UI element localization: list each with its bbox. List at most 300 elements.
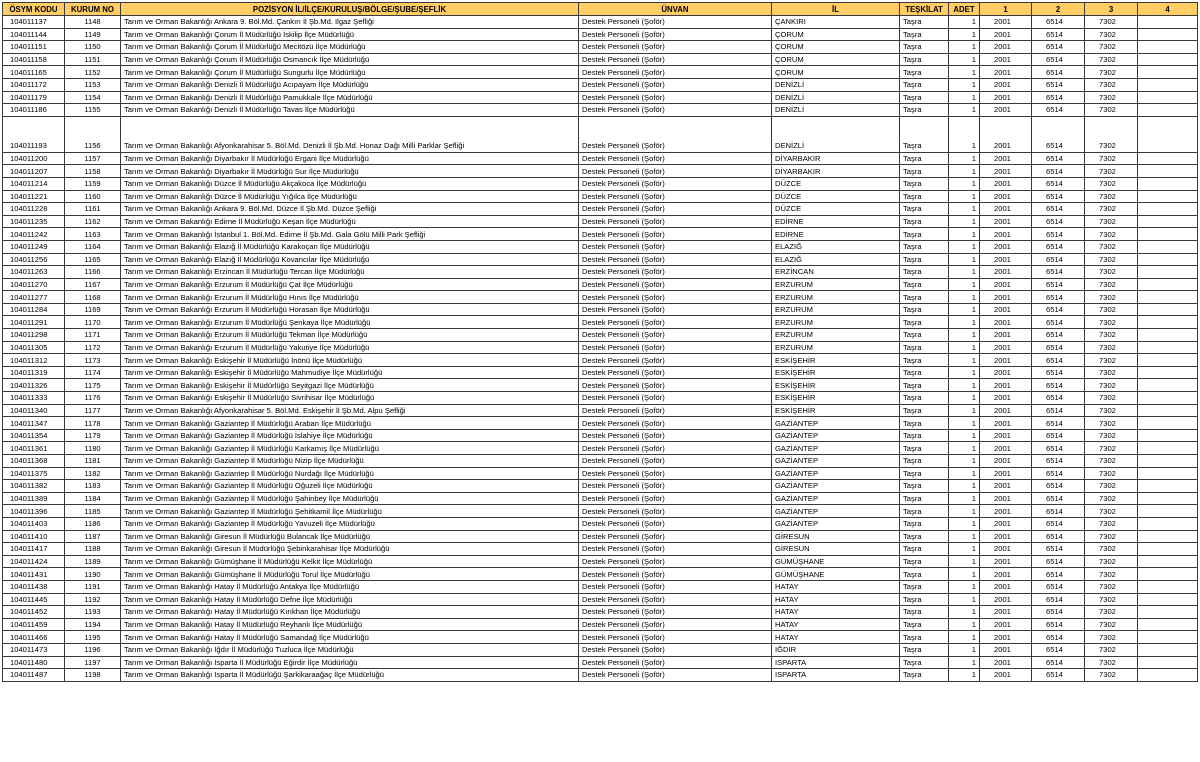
cell-il[interactable]: EDİRNE	[772, 228, 900, 241]
cell-col-1[interactable]: 2001	[980, 190, 1032, 203]
cell-kurum-no[interactable]: 1194	[65, 618, 121, 631]
cell-kurum-no[interactable]: 1178	[65, 417, 121, 430]
cell-col-2[interactable]: 6514	[1032, 517, 1085, 530]
cell-col-4[interactable]	[1138, 329, 1198, 342]
cell-osym-kodu[interactable]: 104011151	[3, 41, 65, 54]
cell-kurum-no[interactable]: 1175	[65, 379, 121, 392]
cell-kurum-no[interactable]: 1190	[65, 568, 121, 581]
cell-adet[interactable]: 1	[949, 555, 980, 568]
cell-adet[interactable]: 1	[949, 278, 980, 291]
cell-col-1[interactable]: 2001	[980, 228, 1032, 241]
cell-teskilat[interactable]: Taşra	[900, 631, 949, 644]
cell-kurum-no[interactable]: 1173	[65, 354, 121, 367]
cell-unvan[interactable]: Destek Personeli (Şoför)	[579, 104, 772, 117]
cell-col-3[interactable]: 7302	[1085, 580, 1138, 593]
cell-teskilat[interactable]: Taşra	[900, 240, 949, 253]
cell-col-1[interactable]: 2001	[980, 543, 1032, 556]
cell-teskilat[interactable]: Taşra	[900, 78, 949, 91]
cell-adet[interactable]: 1	[949, 215, 980, 228]
cell-teskilat[interactable]: Taşra	[900, 467, 949, 480]
cell-il[interactable]: ESKİŞEHİR	[772, 379, 900, 392]
cell-unvan[interactable]: Destek Personeli (Şoför)	[579, 291, 772, 304]
cell-teskilat[interactable]: Taşra	[900, 165, 949, 178]
cell-teskilat[interactable]: Taşra	[900, 303, 949, 316]
cell-osym-kodu[interactable]: 104011473	[3, 643, 65, 656]
cell-pozisyon[interactable]: Tarım ve Orman Bakanlığı Hatay İl Müdürlüğü Antakya İlçe Müdürlüğü	[121, 580, 579, 593]
cell-il[interactable]: DENİZLİ	[772, 116, 900, 152]
cell-adet[interactable]: 1	[949, 66, 980, 79]
cell-il[interactable]: DENİZLİ	[772, 91, 900, 104]
cell-col-3[interactable]: 7302	[1085, 291, 1138, 304]
cell-col-2[interactable]: 6514	[1032, 240, 1085, 253]
cell-teskilat[interactable]: Taşra	[900, 530, 949, 543]
cell-kurum-no[interactable]: 1156	[65, 116, 121, 152]
cell-osym-kodu[interactable]: 104011382	[3, 480, 65, 493]
cell-col-1[interactable]: 2001	[980, 530, 1032, 543]
cell-col-2[interactable]: 6514	[1032, 593, 1085, 606]
cell-col-1[interactable]: 2001	[980, 329, 1032, 342]
cell-kurum-no[interactable]: 1182	[65, 467, 121, 480]
cell-osym-kodu[interactable]: 104011396	[3, 505, 65, 518]
cell-teskilat[interactable]: Taşra	[900, 366, 949, 379]
cell-pozisyon[interactable]: Tarım ve Orman Bakanlığı Giresun İl Müdürlüğü Bulancak İlçe Müdürlüğü	[121, 530, 579, 543]
cell-col-3[interactable]: 7302	[1085, 228, 1138, 241]
cell-unvan[interactable]: Destek Personeli (Şoför)	[579, 669, 772, 682]
cell-pozisyon[interactable]: Tarım ve Orman Bakanlığı Hatay İl Müdürlüğü Reyhanlı İlçe Müdürlüğü	[121, 618, 579, 631]
cell-pozisyon[interactable]: Tarım ve Orman Bakanlığı Gümüşhane İl Müdürlüğü Torul İlçe Müdürlüğü	[121, 568, 579, 581]
cell-osym-kodu[interactable]: 104011137	[3, 16, 65, 29]
cell-col-1[interactable]: 2001	[980, 316, 1032, 329]
cell-adet[interactable]: 1	[949, 91, 980, 104]
cell-kurum-no[interactable]: 1167	[65, 278, 121, 291]
cell-kurum-no[interactable]: 1188	[65, 543, 121, 556]
cell-col-1[interactable]: 2001	[980, 455, 1032, 468]
cell-adet[interactable]: 1	[949, 341, 980, 354]
cell-col-3[interactable]: 7302	[1085, 606, 1138, 619]
cell-col-4[interactable]	[1138, 593, 1198, 606]
cell-col-4[interactable]	[1138, 631, 1198, 644]
cell-unvan[interactable]: Destek Personeli (Şoför)	[579, 66, 772, 79]
cell-col-1[interactable]: 2001	[980, 91, 1032, 104]
cell-pozisyon[interactable]: Tarım ve Orman Bakanlığı Edirne İl Müdürlüğü Keşan İlçe Müdürlüğü	[121, 215, 579, 228]
cell-teskilat[interactable]: Taşra	[900, 568, 949, 581]
cell-pozisyon[interactable]: Tarım ve Orman Bakanlığı İstanbul 1. Böl.Md. Edirne İl Şb.Md. Gala Gölü Milli Park Şefliği	[121, 228, 579, 241]
cell-il[interactable]: HATAY	[772, 618, 900, 631]
cell-col-2[interactable]: 6514	[1032, 66, 1085, 79]
cell-col-2[interactable]: 6514	[1032, 104, 1085, 117]
cell-il[interactable]: GİRESUN	[772, 543, 900, 556]
cell-col-2[interactable]: 6514	[1032, 203, 1085, 216]
cell-unvan[interactable]: Destek Personeli (Şoför)	[579, 618, 772, 631]
cell-col-4[interactable]	[1138, 643, 1198, 656]
cell-teskilat[interactable]: Taşra	[900, 152, 949, 165]
cell-col-3[interactable]: 7302	[1085, 392, 1138, 405]
cell-il[interactable]: DÜZCE	[772, 177, 900, 190]
cell-teskilat[interactable]: Taşra	[900, 177, 949, 190]
cell-col-4[interactable]	[1138, 656, 1198, 669]
cell-il[interactable]: ÇORUM	[772, 28, 900, 41]
cell-col-3[interactable]: 7302	[1085, 593, 1138, 606]
cell-col-4[interactable]	[1138, 291, 1198, 304]
cell-kurum-no[interactable]: 1181	[65, 455, 121, 468]
cell-col-4[interactable]	[1138, 78, 1198, 91]
cell-teskilat[interactable]: Taşra	[900, 104, 949, 117]
cell-adet[interactable]: 1	[949, 480, 980, 493]
cell-col-1[interactable]: 2001	[980, 366, 1032, 379]
cell-il[interactable]: DÜZCE	[772, 203, 900, 216]
cell-col-2[interactable]: 6514	[1032, 480, 1085, 493]
cell-il[interactable]: GAZİANTEP	[772, 467, 900, 480]
cell-col-3[interactable]: 7302	[1085, 203, 1138, 216]
cell-col-1[interactable]: 2001	[980, 165, 1032, 178]
cell-col-4[interactable]	[1138, 480, 1198, 493]
cell-col-3[interactable]: 7302	[1085, 543, 1138, 556]
cell-col-1[interactable]: 2001	[980, 177, 1032, 190]
cell-adet[interactable]: 1	[949, 593, 980, 606]
cell-il[interactable]: ESKİŞEHİR	[772, 354, 900, 367]
cell-col-3[interactable]: 7302	[1085, 16, 1138, 29]
cell-col-1[interactable]: 2001	[980, 354, 1032, 367]
header-col-4[interactable]: 4	[1138, 3, 1198, 16]
cell-col-4[interactable]	[1138, 66, 1198, 79]
cell-col-4[interactable]	[1138, 442, 1198, 455]
cell-unvan[interactable]: Destek Personeli (Şoför)	[579, 517, 772, 530]
cell-unvan[interactable]: Destek Personeli (Şoför)	[579, 480, 772, 493]
cell-pozisyon[interactable]: Tarım ve Orman Bakanlığı Afyonkarahisar 5. Böl.Md. Denizli İl Şb.Md. Honaz Dağı Milli Parklar Şefliği	[121, 116, 579, 152]
cell-teskilat[interactable]: Taşra	[900, 341, 949, 354]
cell-col-1[interactable]: 2001	[980, 341, 1032, 354]
cell-teskilat[interactable]: Taşra	[900, 480, 949, 493]
cell-col-1[interactable]: 2001	[980, 568, 1032, 581]
cell-il[interactable]: HATAY	[772, 580, 900, 593]
cell-teskilat[interactable]: Taşra	[900, 253, 949, 266]
cell-col-2[interactable]: 6514	[1032, 618, 1085, 631]
cell-col-4[interactable]	[1138, 543, 1198, 556]
cell-teskilat[interactable]: Taşra	[900, 580, 949, 593]
cell-osym-kodu[interactable]: 104011466	[3, 631, 65, 644]
cell-col-4[interactable]	[1138, 28, 1198, 41]
cell-osym-kodu[interactable]: 104011361	[3, 442, 65, 455]
cell-col-2[interactable]: 6514	[1032, 266, 1085, 279]
cell-kurum-no[interactable]: 1164	[65, 240, 121, 253]
cell-pozisyon[interactable]: Tarım ve Orman Bakanlığı Erzurum İl Müdürlüğü Hınıs İlçe Müdürlüğü	[121, 291, 579, 304]
cell-pozisyon[interactable]: Tarım ve Orman Bakanlığı Hatay İl Müdürlüğü Kırıkhan İlçe Müdürlüğü	[121, 606, 579, 619]
cell-pozisyon[interactable]: Tarım ve Orman Bakanlığı Ankara 9. Böl.Md. Çankırı İl Şb.Md. Ilgaz Şefliği	[121, 16, 579, 29]
cell-col-2[interactable]: 6514	[1032, 580, 1085, 593]
cell-pozisyon[interactable]: Tarım ve Orman Bakanlığı Gaziantep İl Müdürlüğü Araban İlçe Müdürlüğü	[121, 417, 579, 430]
cell-col-2[interactable]: 6514	[1032, 152, 1085, 165]
cell-osym-kodu[interactable]: 104011186	[3, 104, 65, 117]
cell-teskilat[interactable]: Taşra	[900, 643, 949, 656]
cell-il[interactable]: ERZURUM	[772, 316, 900, 329]
cell-col-3[interactable]: 7302	[1085, 517, 1138, 530]
cell-col-1[interactable]: 2001	[980, 517, 1032, 530]
cell-col-1[interactable]: 2001	[980, 379, 1032, 392]
cell-unvan[interactable]: Destek Personeli (Şoför)	[579, 429, 772, 442]
cell-col-4[interactable]	[1138, 190, 1198, 203]
cell-teskilat[interactable]: Taşra	[900, 442, 949, 455]
cell-il[interactable]: ERZİNCAN	[772, 266, 900, 279]
cell-il[interactable]: GAZİANTEP	[772, 517, 900, 530]
cell-pozisyon[interactable]: Tarım ve Orman Bakanlığı Eskişehir İl Müdürlüğü Seyitgazi İlçe Müdürlüğü	[121, 379, 579, 392]
cell-pozisyon[interactable]: Tarım ve Orman Bakanlığı Erzurum İl Müdürlüğü Yakutiye İlçe Müdürlüğü	[121, 341, 579, 354]
cell-col-3[interactable]: 7302	[1085, 91, 1138, 104]
cell-il[interactable]: GİRESUN	[772, 530, 900, 543]
cell-col-2[interactable]: 6514	[1032, 543, 1085, 556]
cell-osym-kodu[interactable]: 104011354	[3, 429, 65, 442]
cell-col-1[interactable]: 2001	[980, 28, 1032, 41]
cell-kurum-no[interactable]: 1198	[65, 669, 121, 682]
cell-pozisyon[interactable]: Tarım ve Orman Bakanlığı Elazığ İl Müdürlüğü Kovancılar İlçe Müdürlüğü	[121, 253, 579, 266]
cell-il[interactable]: GAZİANTEP	[772, 442, 900, 455]
cell-il[interactable]: DİYARBAKIR	[772, 152, 900, 165]
cell-teskilat[interactable]: Taşra	[900, 53, 949, 66]
cell-osym-kodu[interactable]: 104011158	[3, 53, 65, 66]
cell-pozisyon[interactable]: Tarım ve Orman Bakanlığı Erzurum İl Müdürlüğü Şenkaya İlçe Müdürlüğü	[121, 316, 579, 329]
cell-il[interactable]: DÜZCE	[772, 190, 900, 203]
cell-col-3[interactable]: 7302	[1085, 316, 1138, 329]
cell-unvan[interactable]: Destek Personeli (Şoför)	[579, 467, 772, 480]
cell-col-2[interactable]: 6514	[1032, 78, 1085, 91]
cell-adet[interactable]: 1	[949, 53, 980, 66]
cell-osym-kodu[interactable]: 104011431	[3, 568, 65, 581]
cell-pozisyon[interactable]: Tarım ve Orman Bakanlığı Gaziantep İl Müdürlüğü Şahinbey İlçe Müdürlüğü	[121, 492, 579, 505]
cell-il[interactable]: GAZİANTEP	[772, 492, 900, 505]
cell-col-4[interactable]	[1138, 669, 1198, 682]
cell-col-2[interactable]: 6514	[1032, 354, 1085, 367]
cell-il[interactable]: ÇORUM	[772, 53, 900, 66]
cell-col-1[interactable]: 2001	[980, 240, 1032, 253]
cell-col-2[interactable]: 6514	[1032, 555, 1085, 568]
cell-adet[interactable]: 1	[949, 656, 980, 669]
cell-pozisyon[interactable]: Tarım ve Orman Bakanlığı Diyarbakır İl Müdürlüğü Sur İlçe Müdürlüğü	[121, 165, 579, 178]
cell-osym-kodu[interactable]: 104011291	[3, 316, 65, 329]
cell-teskilat[interactable]: Taşra	[900, 505, 949, 518]
header-unvan[interactable]: ÜNVAN	[579, 3, 772, 16]
cell-kurum-no[interactable]: 1152	[65, 66, 121, 79]
cell-unvan[interactable]: Destek Personeli (Şoför)	[579, 266, 772, 279]
cell-pozisyon[interactable]: Tarım ve Orman Bakanlığı Iğdır İl Müdürlüğü Tuzluca İlçe Müdürlüğü	[121, 643, 579, 656]
cell-col-4[interactable]	[1138, 606, 1198, 619]
cell-unvan[interactable]: Destek Personeli (Şoför)	[579, 228, 772, 241]
cell-kurum-no[interactable]: 1193	[65, 606, 121, 619]
cell-pozisyon[interactable]: Tarım ve Orman Bakanlığı Erzincan İl Müdürlüğü Tercan İlçe Müdürlüğü	[121, 266, 579, 279]
cell-teskilat[interactable]: Taşra	[900, 417, 949, 430]
cell-col-2[interactable]: 6514	[1032, 568, 1085, 581]
cell-kurum-no[interactable]: 1168	[65, 291, 121, 304]
cell-adet[interactable]: 1	[949, 354, 980, 367]
header-pozisyon[interactable]: POZİSYON İL/İLÇE/KURULUŞ/BÖLGE/ŞUBE/ŞEFLİK	[121, 3, 579, 16]
cell-col-2[interactable]: 6514	[1032, 215, 1085, 228]
cell-adet[interactable]: 1	[949, 228, 980, 241]
cell-kurum-no[interactable]: 1160	[65, 190, 121, 203]
cell-col-2[interactable]: 6514	[1032, 669, 1085, 682]
cell-pozisyon[interactable]: Tarım ve Orman Bakanlığı Gaziantep İl Müdürlüğü Nizip İlçe Müdürlüğü	[121, 455, 579, 468]
cell-kurum-no[interactable]: 1183	[65, 480, 121, 493]
cell-adet[interactable]: 1	[949, 669, 980, 682]
cell-adet[interactable]: 1	[949, 568, 980, 581]
cell-unvan[interactable]: Destek Personeli (Şoför)	[579, 505, 772, 518]
cell-il[interactable]: HATAY	[772, 593, 900, 606]
cell-adet[interactable]: 1	[949, 404, 980, 417]
cell-pozisyon[interactable]: Tarım ve Orman Bakanlığı Gaziantep İl Müdürlüğü Oğuzeli İlçe Müdürlüğü	[121, 480, 579, 493]
cell-adet[interactable]: 1	[949, 253, 980, 266]
cell-kurum-no[interactable]: 1174	[65, 366, 121, 379]
cell-osym-kodu[interactable]: 104011298	[3, 329, 65, 342]
cell-il[interactable]: ERZURUM	[772, 329, 900, 342]
cell-teskilat[interactable]: Taşra	[900, 215, 949, 228]
cell-col-4[interactable]	[1138, 116, 1198, 152]
cell-teskilat[interactable]: Taşra	[900, 91, 949, 104]
cell-kurum-no[interactable]: 1189	[65, 555, 121, 568]
cell-unvan[interactable]: Destek Personeli (Şoför)	[579, 28, 772, 41]
cell-col-3[interactable]: 7302	[1085, 278, 1138, 291]
cell-col-2[interactable]: 6514	[1032, 392, 1085, 405]
cell-col-4[interactable]	[1138, 517, 1198, 530]
cell-adet[interactable]: 1	[949, 152, 980, 165]
cell-col-4[interactable]	[1138, 530, 1198, 543]
cell-kurum-no[interactable]: 1162	[65, 215, 121, 228]
cell-col-1[interactable]: 2001	[980, 631, 1032, 644]
cell-col-2[interactable]: 6514	[1032, 379, 1085, 392]
cell-il[interactable]: IĞDIR	[772, 643, 900, 656]
cell-kurum-no[interactable]: 1159	[65, 177, 121, 190]
cell-kurum-no[interactable]: 1172	[65, 341, 121, 354]
cell-col-1[interactable]: 2001	[980, 253, 1032, 266]
cell-col-3[interactable]: 7302	[1085, 41, 1138, 54]
cell-il[interactable]: ERZURUM	[772, 303, 900, 316]
cell-osym-kodu[interactable]: 104011172	[3, 78, 65, 91]
cell-osym-kodu[interactable]: 104011375	[3, 467, 65, 480]
cell-col-1[interactable]: 2001	[980, 53, 1032, 66]
cell-col-3[interactable]: 7302	[1085, 492, 1138, 505]
cell-adet[interactable]: 1	[949, 379, 980, 392]
cell-unvan[interactable]: Destek Personeli (Şoför)	[579, 656, 772, 669]
cell-unvan[interactable]: Destek Personeli (Şoför)	[579, 354, 772, 367]
cell-col-4[interactable]	[1138, 165, 1198, 178]
cell-osym-kodu[interactable]: 104011284	[3, 303, 65, 316]
cell-unvan[interactable]: Destek Personeli (Şoför)	[579, 568, 772, 581]
cell-il[interactable]: ESKİŞEHİR	[772, 392, 900, 405]
cell-col-1[interactable]: 2001	[980, 656, 1032, 669]
cell-unvan[interactable]: Destek Personeli (Şoför)	[579, 152, 772, 165]
cell-pozisyon[interactable]: Tarım ve Orman Bakanlığı Çorum İl Müdürlüğü Osmancık İlçe Müdürlüğü	[121, 53, 579, 66]
cell-il[interactable]: ELAZIĞ	[772, 240, 900, 253]
cell-osym-kodu[interactable]: 104011445	[3, 593, 65, 606]
cell-il[interactable]: ELAZIĞ	[772, 253, 900, 266]
cell-pozisyon[interactable]: Tarım ve Orman Bakanlığı Denizli İl Müdürlüğü Pamukkale İlçe Müdürlüğü	[121, 91, 579, 104]
cell-teskilat[interactable]: Taşra	[900, 329, 949, 342]
cell-osym-kodu[interactable]: 104011480	[3, 656, 65, 669]
cell-osym-kodu[interactable]: 104011452	[3, 606, 65, 619]
cell-osym-kodu[interactable]: 104011249	[3, 240, 65, 253]
cell-teskilat[interactable]: Taşra	[900, 656, 949, 669]
cell-col-2[interactable]: 6514	[1032, 631, 1085, 644]
cell-col-4[interactable]	[1138, 91, 1198, 104]
cell-adet[interactable]: 1	[949, 240, 980, 253]
cell-col-1[interactable]: 2001	[980, 278, 1032, 291]
cell-col-1[interactable]: 2001	[980, 116, 1032, 152]
cell-col-2[interactable]: 6514	[1032, 91, 1085, 104]
cell-kurum-no[interactable]: 1161	[65, 203, 121, 216]
cell-teskilat[interactable]: Taşra	[900, 41, 949, 54]
cell-unvan[interactable]: Destek Personeli (Şoför)	[579, 253, 772, 266]
cell-kurum-no[interactable]: 1192	[65, 593, 121, 606]
cell-pozisyon[interactable]: Tarım ve Orman Bakanlığı Erzurum İl Müdürlüğü Horasan İlçe Müdürlüğü	[121, 303, 579, 316]
cell-teskilat[interactable]: Taşra	[900, 429, 949, 442]
cell-pozisyon[interactable]: Tarım ve Orman Bakanlığı Afyonkarahisar 5. Böl.Md. Eskişehir İl Şb.Md. Alpu Şefliği	[121, 404, 579, 417]
cell-unvan[interactable]: Destek Personeli (Şoför)	[579, 316, 772, 329]
cell-teskilat[interactable]: Taşra	[900, 593, 949, 606]
cell-osym-kodu[interactable]: 104011389	[3, 492, 65, 505]
cell-col-4[interactable]	[1138, 228, 1198, 241]
cell-col-4[interactable]	[1138, 404, 1198, 417]
cell-adet[interactable]: 1	[949, 492, 980, 505]
cell-col-4[interactable]	[1138, 366, 1198, 379]
cell-col-1[interactable]: 2001	[980, 505, 1032, 518]
cell-il[interactable]: ÇORUM	[772, 66, 900, 79]
cell-pozisyon[interactable]: Tarım ve Orman Bakanlığı Eskişehir İl Müdürlüğü İnönü İlçe Müdürlüğü	[121, 354, 579, 367]
cell-col-3[interactable]: 7302	[1085, 618, 1138, 631]
cell-il[interactable]: ERZURUM	[772, 341, 900, 354]
cell-col-1[interactable]: 2001	[980, 618, 1032, 631]
cell-kurum-no[interactable]: 1153	[65, 78, 121, 91]
cell-col-2[interactable]: 6514	[1032, 291, 1085, 304]
cell-unvan[interactable]: Destek Personeli (Şoför)	[579, 404, 772, 417]
cell-col-3[interactable]: 7302	[1085, 467, 1138, 480]
cell-pozisyon[interactable]: Tarım ve Orman Bakanlığı Eskişehir İl Müdürlüğü Mahmudiye İlçe Müdürlüğü	[121, 366, 579, 379]
cell-teskilat[interactable]: Taşra	[900, 606, 949, 619]
header-adet[interactable]: ADET	[949, 3, 980, 16]
cell-col-1[interactable]: 2001	[980, 669, 1032, 682]
cell-col-1[interactable]: 2001	[980, 404, 1032, 417]
cell-osym-kodu[interactable]: 104011256	[3, 253, 65, 266]
header-col-1[interactable]: 1	[980, 3, 1032, 16]
cell-unvan[interactable]: Destek Personeli (Şoför)	[579, 593, 772, 606]
cell-kurum-no[interactable]: 1186	[65, 517, 121, 530]
cell-col-2[interactable]: 6514	[1032, 316, 1085, 329]
cell-adet[interactable]: 1	[949, 631, 980, 644]
cell-osym-kodu[interactable]: 104011347	[3, 417, 65, 430]
header-kurum-no[interactable]: KURUM NO	[65, 3, 121, 16]
cell-col-3[interactable]: 7302	[1085, 417, 1138, 430]
cell-col-4[interactable]	[1138, 568, 1198, 581]
cell-col-4[interactable]	[1138, 278, 1198, 291]
cell-kurum-no[interactable]: 1166	[65, 266, 121, 279]
cell-teskilat[interactable]: Taşra	[900, 354, 949, 367]
cell-pozisyon[interactable]: Tarım ve Orman Bakanlığı Isparta İl Müdürlüğü Eğirdir İlçe Müdürlüğü	[121, 656, 579, 669]
cell-kurum-no[interactable]: 1154	[65, 91, 121, 104]
cell-col-3[interactable]: 7302	[1085, 530, 1138, 543]
cell-osym-kodu[interactable]: 104011144	[3, 28, 65, 41]
header-col-2[interactable]: 2	[1032, 3, 1085, 16]
cell-pozisyon[interactable]: Tarım ve Orman Bakanlığı Erzurum İl Müdürlüğü Tekman İlçe Müdürlüğü	[121, 329, 579, 342]
cell-pozisyon[interactable]: Tarım ve Orman Bakanlığı Gaziantep İl Müdürlüğü Şehitkamil İlçe Müdürlüğü	[121, 505, 579, 518]
cell-osym-kodu[interactable]: 104011277	[3, 291, 65, 304]
cell-unvan[interactable]: Destek Personeli (Şoför)	[579, 543, 772, 556]
cell-adet[interactable]: 1	[949, 78, 980, 91]
cell-unvan[interactable]: Destek Personeli (Şoför)	[579, 392, 772, 405]
cell-kurum-no[interactable]: 1195	[65, 631, 121, 644]
cell-il[interactable]: ÇORUM	[772, 41, 900, 54]
cell-col-2[interactable]: 6514	[1032, 505, 1085, 518]
cell-kurum-no[interactable]: 1176	[65, 392, 121, 405]
cell-pozisyon[interactable]: Tarım ve Orman Bakanlığı Gümüşhane İl Müdürlüğü Kelkit İlçe Müdürlüğü	[121, 555, 579, 568]
cell-osym-kodu[interactable]: 104011333	[3, 392, 65, 405]
cell-kurum-no[interactable]: 1177	[65, 404, 121, 417]
cell-pozisyon[interactable]: Tarım ve Orman Bakanlığı Gaziantep İl Müdürlüğü İslahiye İlçe Müdürlüğü	[121, 429, 579, 442]
cell-col-1[interactable]: 2001	[980, 580, 1032, 593]
